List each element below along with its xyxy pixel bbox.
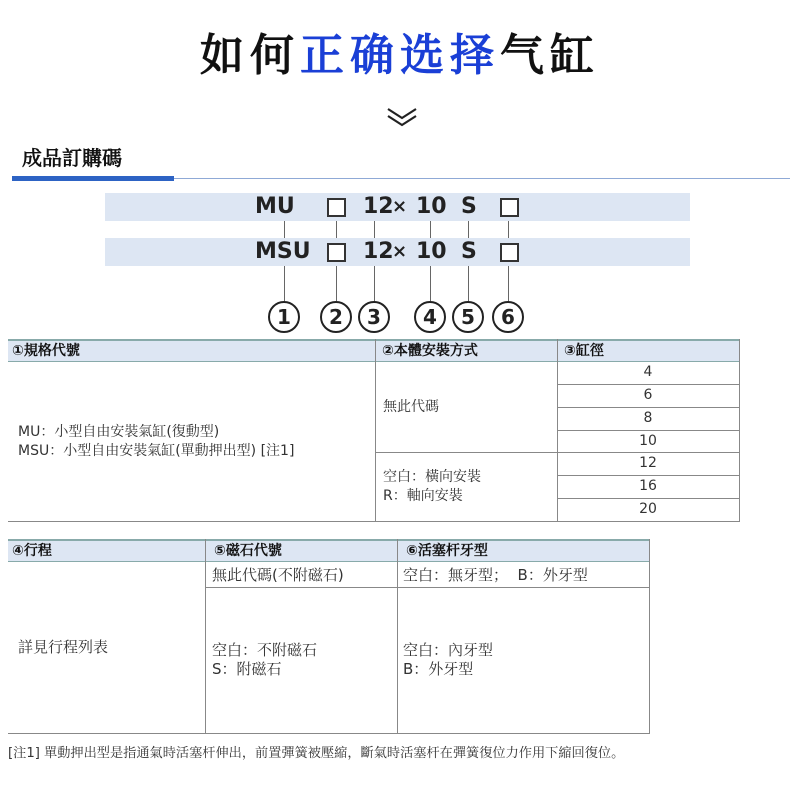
section-rule-accent (12, 176, 174, 181)
connector-3a (374, 221, 375, 238)
marker-5: 5 (452, 301, 484, 333)
title-part-1: 如何 (200, 30, 300, 81)
stroke-text: 詳見行程列表 (18, 638, 109, 656)
footnote: [注1] 單動押出型是指通氣時活塞杆伸出，前置彈簧被壓縮，斷氣時活塞杆在彈簧復位力作用下縮回復位。 (8, 746, 625, 761)
code-stroke-1: 10 (416, 194, 447, 219)
connector-5b (468, 266, 469, 301)
code-size-1: 12 (363, 194, 394, 219)
marker-3: 3 (358, 301, 390, 333)
title-part-3: 气缸 (500, 30, 600, 81)
code-series-msu: MSU (255, 239, 311, 264)
connector-4b (430, 266, 431, 301)
code-times-2: × (392, 241, 408, 262)
marker-4: 4 (414, 301, 446, 333)
rod-top: 空白：無牙型； B：外牙型 (403, 566, 588, 584)
code-times-1: × (392, 196, 408, 217)
code-magnet-2: S (461, 239, 477, 264)
rod-header: ⑥活塞杆牙型 (406, 543, 488, 559)
marker-2: 2 (320, 301, 352, 333)
mount-option-none: 無此代碼 (383, 399, 439, 415)
mount-option-blank: 空白：橫向安裝 (383, 469, 481, 485)
rod-option-b: B：外牙型 (403, 660, 474, 678)
double-chevron-down-icon (385, 104, 419, 130)
bore-4: 4 (643, 364, 653, 380)
bore-16: 16 (639, 478, 657, 494)
code-stroke-2: 10 (416, 239, 447, 264)
stroke-header: ④行程 (12, 543, 52, 559)
connector-6b (508, 266, 509, 301)
connector-1b (284, 266, 285, 301)
bore-12: 12 (639, 455, 657, 471)
code-size-2: 12 (363, 239, 394, 264)
connector-5a (468, 221, 469, 238)
mount-option-r: R：軸向安裝 (383, 488, 463, 504)
bore-10: 10 (639, 433, 657, 449)
section-heading: 成品訂購碼 (22, 146, 122, 170)
code-magnet-1: S (461, 194, 477, 219)
magnet-options (212, 641, 317, 679)
spec-line-msu: MSU：小型自由安裝氣缸(單動押出型) [注1] (18, 443, 295, 459)
rod-option-blank: 空白：內牙型 (403, 641, 494, 659)
bore-header: ③缸徑 (564, 343, 604, 359)
magnet-none: 無此代碼(不附磁石) (212, 566, 344, 584)
magnet-option-s: S：附磁石 (212, 660, 282, 678)
page-title (0, 26, 800, 86)
magnet-header: ⑤磁石代號 (214, 543, 282, 559)
title-part-2: 正确选择 (300, 30, 500, 81)
spec-description (18, 423, 373, 461)
mount-header: ②本體安裝方式 (382, 343, 478, 359)
code-box-mount-2 (327, 243, 346, 262)
connector-6a (508, 221, 509, 238)
connector-2b (336, 266, 337, 301)
connector-3b (374, 266, 375, 301)
bore-8: 8 (643, 410, 653, 426)
mount-option-types (383, 468, 481, 506)
bore-6: 6 (643, 387, 653, 403)
magnet-option-blank: 空白：不附磁石 (212, 641, 318, 659)
code-box-mount-1 (327, 198, 346, 217)
bore-20: 20 (639, 501, 657, 517)
rod-options (403, 641, 493, 679)
marker-1: 1 (268, 301, 300, 333)
code-series-mu: MU (255, 194, 295, 219)
marker-6: 6 (492, 301, 524, 333)
code-box-rod-1 (500, 198, 519, 217)
spec-header: ①規格代號 (12, 343, 80, 359)
section-rule (174, 178, 790, 179)
connector-4a (430, 221, 431, 238)
code-box-rod-2 (500, 243, 519, 262)
spec-line-mu: MU：小型自由安裝氣缸(復動型) (18, 424, 220, 440)
connector-2a (336, 221, 337, 238)
connector-1a (284, 221, 285, 238)
